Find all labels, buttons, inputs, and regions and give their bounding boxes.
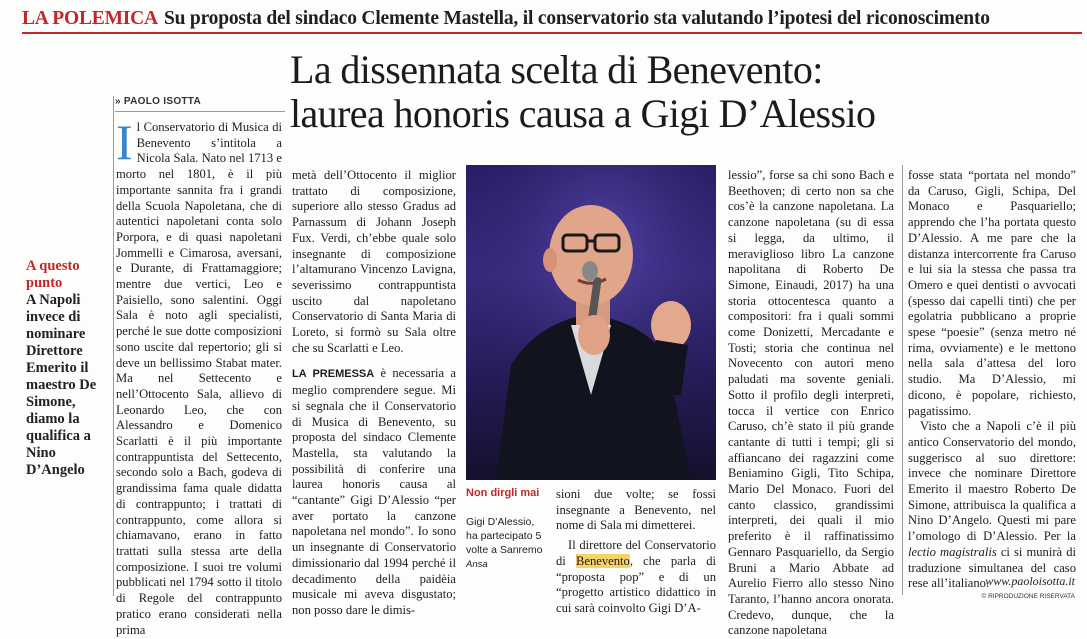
- column-rule: [902, 165, 903, 595]
- article-column-2: [292, 168, 456, 619]
- column-3-text-a: Il direttore del Conservatorio di: [556, 538, 716, 568]
- column-3-paragraph-2: [556, 538, 716, 617]
- column-5-paragraph-2: [908, 419, 1076, 592]
- byline-author: PAOLO ISOTTA: [123, 96, 201, 107]
- byline: [115, 96, 285, 112]
- column-5-text-b: ci si munirà di traduzione simultanea del caso rese all’italiano.: [908, 544, 1076, 591]
- column-1-text: l Conservatorio di Musica di Benevento s’intitola a Nicola Sala. Nato nel 1713 e morto nel 1801, è il più importante sannita fra i grandi della Scuola Napoletana, che di autentici napoletani conta solo Porpora, e di quasi napoletani Jommelli e Cimarosa, aversani, e Durante, di Frattamaggiore; mentre due vertici, Leo e Paisiello, sono salentini. Oggi Sala è noto agli specialisti, perché le sue dotte composizioni sono uscite dal repertorio; gli si deve un bellissimo Stabat mater. Ma nel Settecento e nell’Ottocento Sala, allievo di Leonardo Leo, che con Alessandro e Domenico Scarlatti è il più importante contrappuntista del Settecento, secondo solo a Bach, godeva di grandissima fama quale didatta di contrappunto; i trattati di contrappunto, come allora si chiamavano, erano in fatto trattati sulla stessa arte della composizione. I suoi tre volumi pubblicati nel 1794 sotto il titolo di Regole del contrappunto pratico erano considerati nella prima: [116, 120, 282, 637]
- column-rule: [113, 96, 114, 596]
- sidebar-quote: [26, 258, 110, 479]
- photo-credit: Ansa: [466, 559, 488, 570]
- photo-illustration: [466, 165, 716, 480]
- byline-arrow: »: [115, 96, 121, 107]
- drop-cap: I: [116, 114, 133, 170]
- title-line-1: La dissennata scelta di Benevento:: [290, 47, 823, 92]
- sidebar-heading: A questo punto: [26, 258, 80, 291]
- photo-caption-text: Gigi D’Alessio, ha partecipato 5 volte a Sanremo: [466, 516, 543, 556]
- kicker-tag: LA POLEMICA: [22, 8, 158, 29]
- highlighted-word: Benevento: [575, 553, 630, 568]
- photo-caption-heading: Non dirgli mai: [466, 487, 540, 499]
- column-2-paragraph-1: metà dell’Ottocento il miglior trattato di composizione, superiore allo stesso Gradus ad Parnassum di Johann Joseph Fux. Verdi, ch’ebbe quale solo insegnante di composizione l’altamurano Vincenzo Lavigna, severissimo contrappuntista uscito dal napoletano Conservatorio di Santa Maria di Loreto, si formò su Sala oltre che su Scarlatti e Leo.: [292, 168, 456, 355]
- column-3-text-b: , che parla di “proposta pop” e di un “progetto artistico didattico in cui sarà coinvolto Gigi D’A-: [556, 553, 716, 615]
- column-4-text: lessio”, forse sa chi sono Bach e Beethoven; di certo non sa che cos’è la canzone napoletana. La canzone napoletana (su di essa si legga, da ultimo, il meraviglioso libro La canzone napolitana di Roberto De Simone, Einaudi, 2017) ha una storia ottocentesca quanto a compositori: fra i quali sommi come Donizetti, Mercadante e Tosti; storia che continua nel Novecento con autori meno paludati ma sovente geniali. Sotto il profilo degli interpreti, tocca il vertice con Enrico Caruso, ch’è stato il più grande cantante di tutti i tempi; gli si affiancano dei ragazzini come Beniamino Gigli, Tito Schipa, Mario Del Monaco. Fuori del canto classico, grandissimi interpreti, dei quali il mio preferito è il raffinatissimo Gennaro Pasquariello, da Sergio Bruni a Mario Abbate ad Aurelio Fierro allo stesso Nino Taranto, l’hanno ancora onorata. Credevo, dunque, che la canzone napoletana: [728, 168, 894, 638]
- title-line-2: laurea honoris causa a Gigi D’Alessio: [290, 91, 876, 136]
- kicker-text: Su proposta del sindaco Clemente Mastella, il conservatorio sta valutando l’ipotesi del riconoscimento: [163, 8, 990, 29]
- italic-phrase: lectio magistralis: [908, 544, 997, 559]
- column-3-paragraph-1: sioni due volte; se fossi insegnante a Benevento, nel nome di Sala mi dimetterei.: [556, 487, 716, 533]
- photo-caption: [466, 515, 546, 572]
- column-5-paragraph-1: fosse stata “portata nel mondo” da Caruso, Gigli, Schipa, Del Monaco e Pasquariello; apprendo che l’ha portata questo D’Alessio. A me pare che la distanza intercorrente fra Caruso e lui sia la stessa che passa tra Omero e quei dentisti o avvocati (spesso dai capelli tinti) che per egolatria pubblicano a proprie spese “poesie” (senza metro né rima, ovviamente) e le mettono nella sala d’attesa del loro studio. Ma D’Alessio, mi dicono, è popolare, richiesto, pagatissimo.: [908, 168, 1076, 418]
- column-2-paragraph-2-text: è necessaria a meglio comprendere segue. Mi si segnala che il Conservatorio di Musica di Benevento, su proposta del sindaco Clemente Mastella, sta valutando la possibilità di conferire una laurea honoris causa al “cantante” Gigi D’Alessio “per aver portato la canzone napoletana nel mondo”. Io sono un insegnante di Conservatorio dimissionario dal 1994 perché il decadimento della paidèia musicale mi aveva disgustato; non posso dare le dimis-: [292, 366, 457, 617]
- article-column-1: [116, 114, 282, 638]
- column-5-text-a: Visto che a Napoli c’è il più antico Conservatorio del mondo, suggerisco al suo direttore: invece che nominare Direttore Emerito il maestro Roberto De Simone, attribuisca la qualifica a Nino D’Angelo. Questi mi pare l’omologo di D’Alessio. Per la: [908, 419, 1076, 544]
- section-lead: LA PREMESSA: [292, 368, 375, 381]
- column-2-paragraph-2: [292, 366, 456, 618]
- article-photo: [466, 165, 716, 480]
- sidebar-body: A Napoli invece di nominare Direttore Emerito il maestro De Simone, diamo la qualifica a Nino D’Angelo: [26, 292, 97, 478]
- author-website: www.paoloisotta.it: [985, 574, 1075, 588]
- kicker-bar: [22, 6, 1082, 34]
- article-column-5: [908, 168, 1076, 592]
- copyright-notice: © RIPRODUZIONE RISERVATA: [981, 593, 1075, 600]
- article-title: [290, 48, 1080, 136]
- article-column-4: [728, 168, 894, 639]
- article-column-3: [556, 487, 716, 617]
